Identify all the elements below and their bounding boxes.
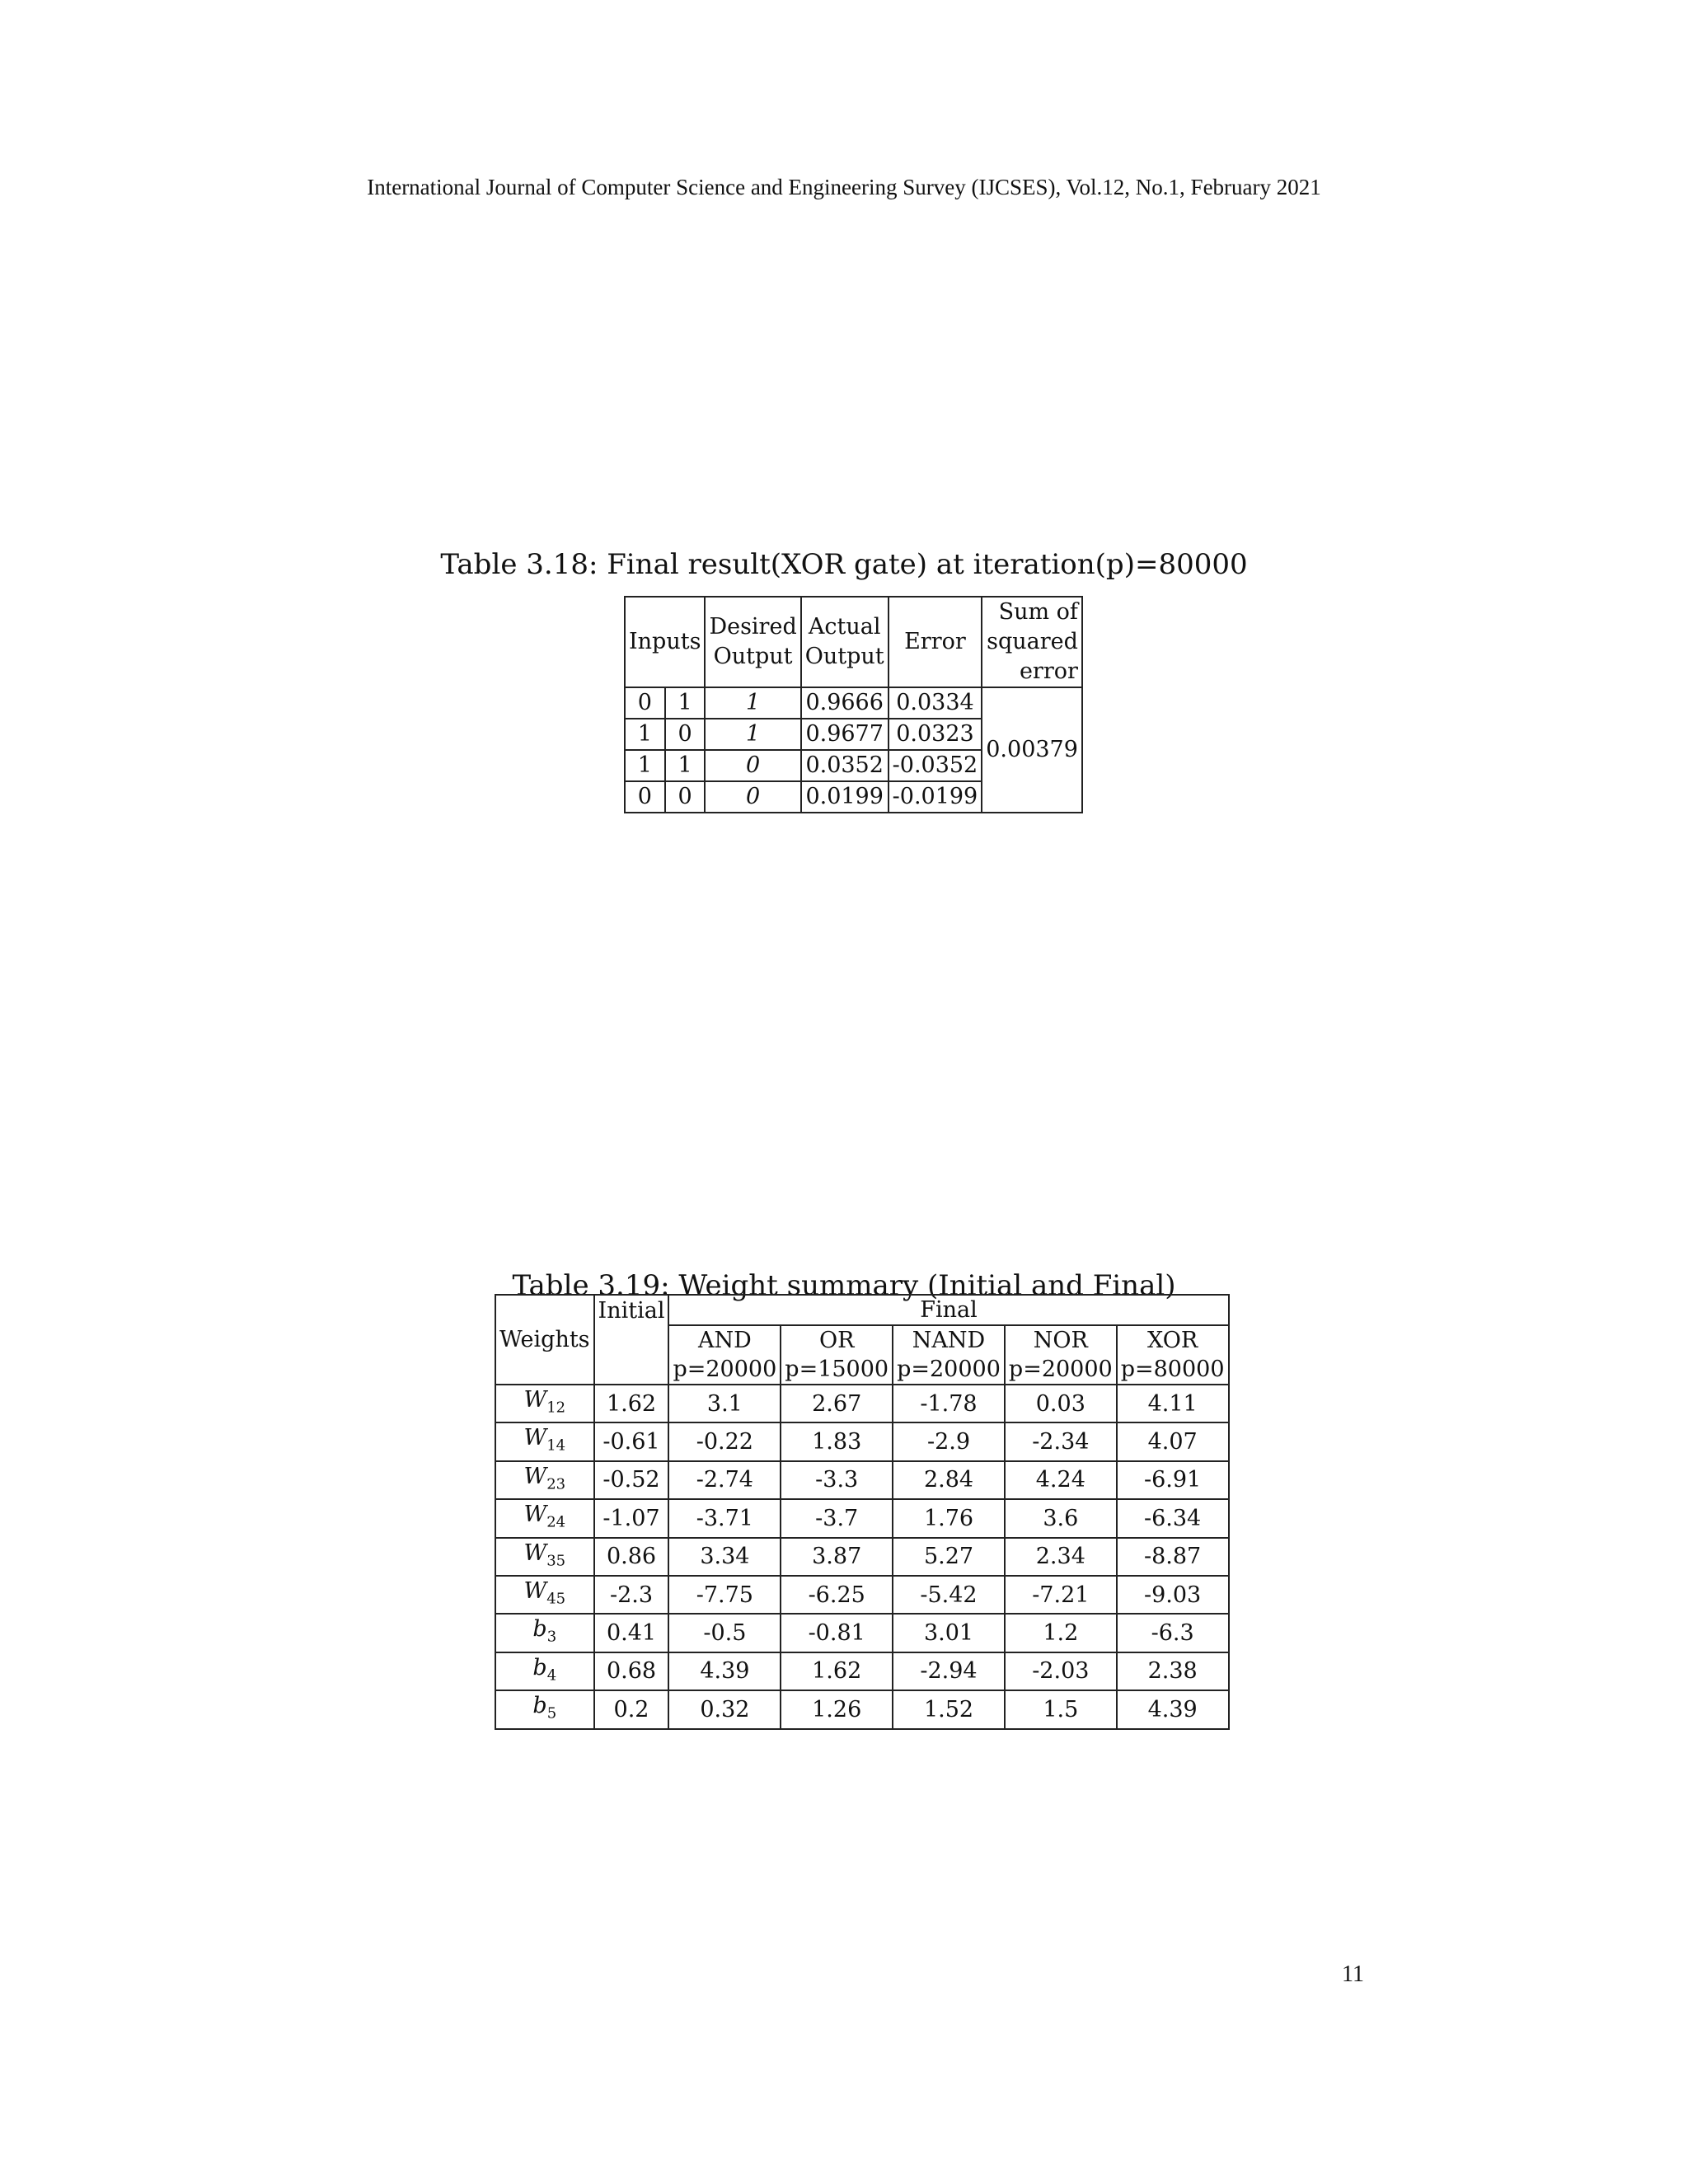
actual-output-cell: 0.0199 xyxy=(801,781,889,813)
initial-value-cell: 0.86 xyxy=(594,1538,669,1576)
final-value-cell: -6.25 xyxy=(781,1576,893,1614)
weight-subscript: 4 xyxy=(546,1666,557,1685)
input-1-cell: 1 xyxy=(625,750,665,781)
final-value-cell: -5.42 xyxy=(893,1576,1005,1614)
final-value-cell: -0.22 xyxy=(668,1422,781,1460)
xor-final-result-table xyxy=(624,596,1083,813)
final-value-cell: -2.74 xyxy=(668,1461,781,1499)
final-value-cell: -3.3 xyxy=(781,1461,893,1499)
final-value-cell: 1.26 xyxy=(781,1690,893,1728)
weight-subscript: 5 xyxy=(546,1704,557,1722)
input-2-cell: 0 xyxy=(665,719,706,750)
initial-value-cell: -0.52 xyxy=(594,1461,669,1499)
initial-value-cell: -0.61 xyxy=(594,1422,669,1460)
error-cell: 0.0323 xyxy=(889,719,982,750)
final-header: Final xyxy=(668,1295,1228,1325)
initial-value-cell: 1.62 xyxy=(594,1385,669,1422)
actual-output-cell: 0.9666 xyxy=(801,687,889,719)
final-value-cell: 4.39 xyxy=(1117,1690,1229,1728)
input-1-cell: 1 xyxy=(625,719,665,750)
final-value-cell: 4.07 xyxy=(1117,1422,1229,1460)
desired-output-cell: 0 xyxy=(705,781,800,813)
weight-subscript: 35 xyxy=(546,1551,566,1569)
final-value-cell: 3.1 xyxy=(668,1385,781,1422)
table-3-18-caption: Table 3.18: Final result(XOR gate) at iteration(p)=80000 xyxy=(440,548,1248,581)
weight-symbol: b xyxy=(532,1616,547,1643)
desired-output-cell: 0 xyxy=(705,750,800,781)
final-value-cell: 0.03 xyxy=(1005,1385,1117,1422)
weight-label-cell xyxy=(495,1614,594,1652)
final-value-cell: -6.3 xyxy=(1117,1614,1229,1652)
table-row xyxy=(495,1461,1229,1499)
final-value-cell: -2.9 xyxy=(893,1422,1005,1460)
weight-subscript: 45 xyxy=(546,1590,566,1608)
inputs-header: Inputs xyxy=(625,597,705,687)
final-value-cell: -7.21 xyxy=(1005,1576,1117,1614)
final-value-cell: 4.24 xyxy=(1005,1461,1117,1499)
final-value-cell: -9.03 xyxy=(1117,1576,1229,1614)
table-header-row xyxy=(625,597,1082,687)
final-value-cell: -0.5 xyxy=(668,1614,781,1652)
final-value-cell: -2.34 xyxy=(1005,1422,1117,1460)
final-value-cell: 5.27 xyxy=(893,1538,1005,1576)
final-value-cell: -0.81 xyxy=(781,1614,893,1652)
iteration-header: p=20000 xyxy=(668,1355,781,1385)
table-header-row xyxy=(495,1295,1229,1325)
initial-value-cell: 0.2 xyxy=(594,1690,669,1728)
weight-label-cell xyxy=(495,1385,594,1422)
input-1-cell: 0 xyxy=(625,781,665,813)
table-row xyxy=(495,1499,1229,1537)
gate-header: NAND xyxy=(893,1325,1005,1355)
error-header: Error xyxy=(889,597,982,687)
initial-value-cell: 0.41 xyxy=(594,1614,669,1652)
table-row xyxy=(495,1576,1229,1614)
iteration-header: p=80000 xyxy=(1117,1355,1229,1385)
final-value-cell: -2.03 xyxy=(1005,1652,1117,1690)
weight-symbol: W xyxy=(523,1387,547,1413)
weight-subscript: 24 xyxy=(546,1513,566,1531)
table-row xyxy=(495,1538,1229,1576)
weight-symbol: W xyxy=(523,1463,547,1489)
weight-symbol: b xyxy=(532,1654,547,1680)
gate-header: XOR xyxy=(1117,1325,1229,1355)
final-value-cell: 3.01 xyxy=(893,1614,1005,1652)
final-value-cell: -1.78 xyxy=(893,1385,1005,1422)
gate-header-row xyxy=(495,1325,1229,1355)
weight-label-cell xyxy=(495,1461,594,1499)
table-row xyxy=(495,1385,1229,1422)
input-2-cell: 0 xyxy=(665,781,706,813)
final-value-cell: 1.2 xyxy=(1005,1614,1117,1652)
desired-output-header: Desired Output xyxy=(705,597,800,687)
weight-label-cell xyxy=(495,1499,594,1537)
weight-label-cell xyxy=(495,1690,594,1728)
final-value-cell: -3.71 xyxy=(668,1499,781,1537)
iteration-header: p=20000 xyxy=(893,1355,1005,1385)
final-value-cell: 3.34 xyxy=(668,1538,781,1576)
final-value-cell: 1.52 xyxy=(893,1690,1005,1728)
final-value-cell: -6.34 xyxy=(1117,1499,1229,1537)
final-value-cell: 1.76 xyxy=(893,1499,1005,1537)
table-row xyxy=(625,687,1082,719)
final-value-cell: -7.75 xyxy=(668,1576,781,1614)
gate-header: AND xyxy=(668,1325,781,1355)
weight-symbol: W xyxy=(523,1502,547,1528)
final-value-cell: 2.84 xyxy=(893,1461,1005,1499)
table-row xyxy=(495,1422,1229,1460)
initial-value-cell: -1.07 xyxy=(594,1499,669,1537)
initial-header-spacer xyxy=(594,1325,669,1385)
final-value-cell: 1.83 xyxy=(781,1422,893,1460)
final-value-cell: 3.87 xyxy=(781,1538,893,1576)
final-value-cell: 2.67 xyxy=(781,1385,893,1422)
weight-label-cell xyxy=(495,1576,594,1614)
weight-subscript: 12 xyxy=(546,1399,566,1417)
desired-output-cell: 1 xyxy=(705,719,800,750)
weight-label-cell xyxy=(495,1538,594,1576)
page-number: 11 xyxy=(1342,1961,1364,1987)
error-cell: 0.0334 xyxy=(889,687,982,719)
initial-header: Initial xyxy=(594,1295,669,1325)
weight-subscript: 3 xyxy=(546,1628,557,1646)
sse-header: Sum of squared error xyxy=(982,597,1082,687)
final-value-cell: 2.34 xyxy=(1005,1538,1117,1576)
gate-header: NOR xyxy=(1005,1325,1117,1355)
weight-subscript: 23 xyxy=(546,1475,566,1493)
final-value-cell: 3.6 xyxy=(1005,1499,1117,1537)
iteration-header: p=15000 xyxy=(781,1355,893,1385)
final-value-cell: 1.62 xyxy=(781,1652,893,1690)
final-value-cell: -8.87 xyxy=(1117,1538,1229,1576)
desired-output-cell: 1 xyxy=(705,687,800,719)
actual-output-cell: 0.9677 xyxy=(801,719,889,750)
input-1-cell: 0 xyxy=(625,687,665,719)
final-value-cell: -3.7 xyxy=(781,1499,893,1537)
weight-subscript: 14 xyxy=(546,1436,566,1455)
weight-label-cell xyxy=(495,1652,594,1690)
table-3-19-caption: Table 3.19: Weight summary (Initial and Final) xyxy=(512,1269,1176,1302)
actual-output-header: Actual Output xyxy=(801,597,889,687)
weight-symbol: W xyxy=(523,1425,547,1451)
initial-value-cell: -2.3 xyxy=(594,1576,669,1614)
final-value-cell: 4.11 xyxy=(1117,1385,1229,1422)
table-row xyxy=(495,1614,1229,1652)
final-value-cell: 4.39 xyxy=(668,1652,781,1690)
journal-header: International Journal of Computer Science and Engineering Survey (IJCSES), Vol.12, No.1, February 2021 xyxy=(367,175,1321,199)
weight-symbol: b xyxy=(532,1693,547,1719)
iteration-header: p=20000 xyxy=(1005,1355,1117,1385)
weight-symbol: W xyxy=(523,1540,547,1566)
table-row xyxy=(495,1690,1229,1728)
weight-summary-table xyxy=(495,1294,1230,1730)
gate-header: OR xyxy=(781,1325,893,1355)
initial-value-cell: 0.68 xyxy=(594,1652,669,1690)
table-row xyxy=(495,1652,1229,1690)
actual-output-cell: 0.0352 xyxy=(801,750,889,781)
weights-header: Weights xyxy=(495,1295,594,1385)
final-value-cell: 0.32 xyxy=(668,1690,781,1728)
final-value-cell: -2.94 xyxy=(893,1652,1005,1690)
final-value-cell: -6.91 xyxy=(1117,1461,1229,1499)
weight-symbol: W xyxy=(523,1577,547,1604)
input-2-cell: 1 xyxy=(665,750,706,781)
final-value-cell: 2.38 xyxy=(1117,1652,1229,1690)
weight-label-cell xyxy=(495,1422,594,1460)
error-cell: -0.0352 xyxy=(889,750,982,781)
final-value-cell: 1.5 xyxy=(1005,1690,1117,1728)
input-2-cell: 1 xyxy=(665,687,706,719)
sum-squared-error-cell: 0.00379 xyxy=(982,687,1082,813)
error-cell: -0.0199 xyxy=(889,781,982,813)
